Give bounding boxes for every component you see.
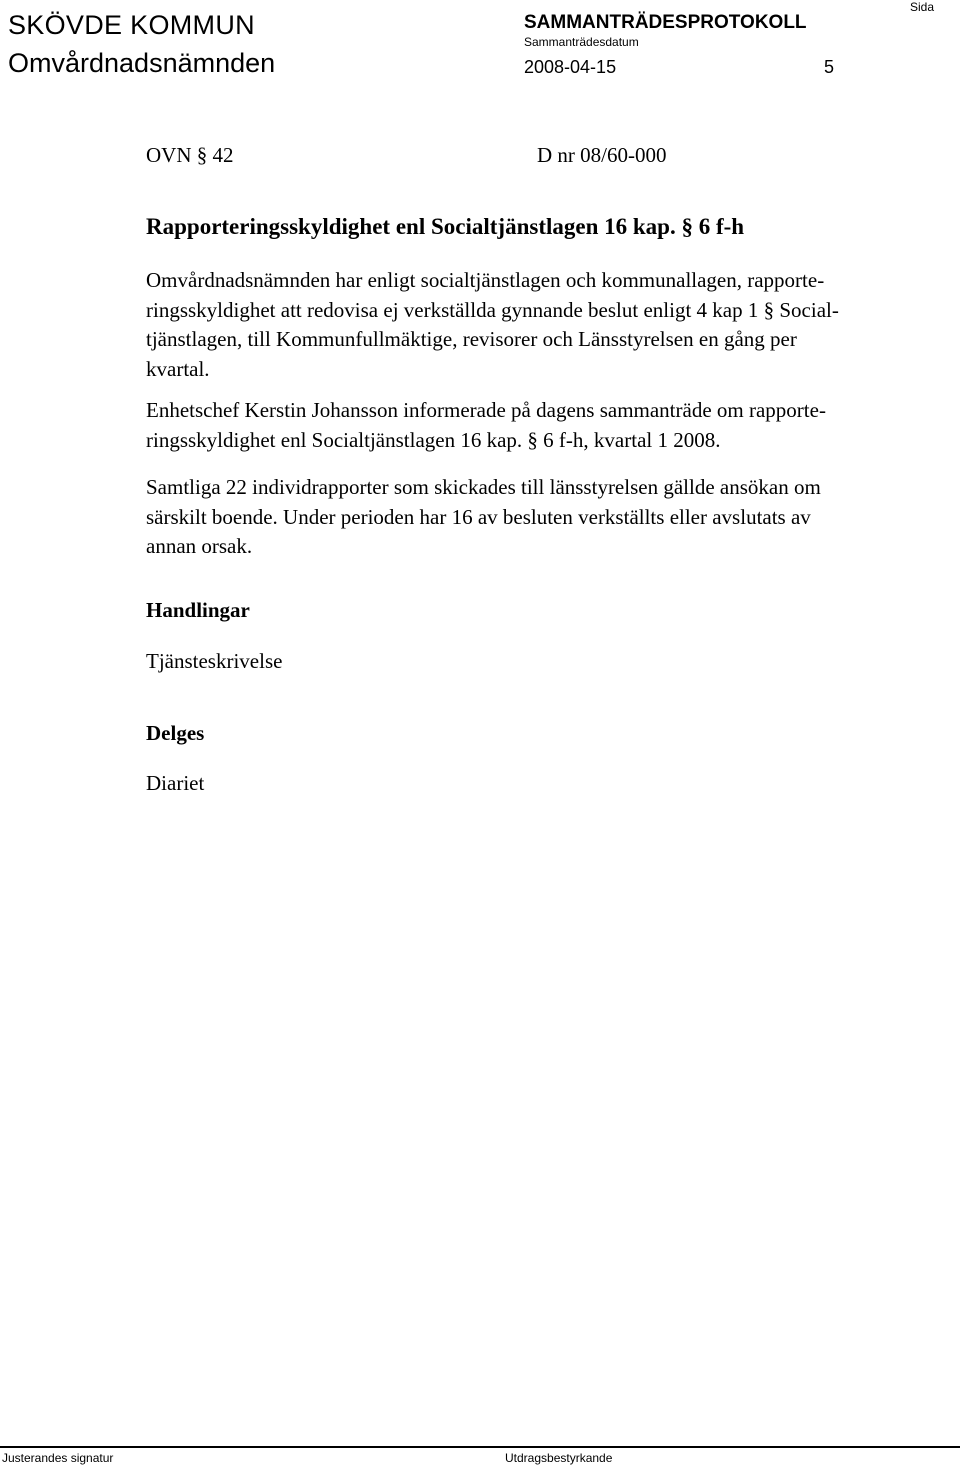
extract-label: Utdragsbestyrkande [505,1451,613,1465]
paragraph-line: tjänstlagen, till Kommunfullmäktige, revisorer och Länsstyrelsen en gång per [146,327,797,351]
page-number: 5 [824,57,835,77]
meeting-date-label: Sammanträdesdatum [524,35,639,49]
paragraph-id: OVN § 42 [146,143,234,167]
paragraph-3 [146,473,896,562]
paragraph-line: Omvårdnadsnämnden har enligt socialtjänstlagen och kommunallagen, rapporte- [146,268,825,292]
signature-label: Justerandes signatur [2,1451,114,1465]
delges-heading: Delges [146,721,205,745]
paragraph-1 [146,266,896,384]
section-title: Rapporteringsskyldighet enl Socialtjänstlagen 16 kap. § 6 f-h [146,214,745,239]
paragraph-line: Samtliga 22 individrapporter som skickades till länsstyrelsen gällde ansökan om [146,475,821,499]
meeting-date: 2008-04-15 [524,57,617,77]
paragraph-line: Enhetschef Kerstin Johansson informerade på dagens sammanträde om rapporte- [146,398,826,422]
paragraph-line: ringsskyldighet enl Socialtjänstlagen 16 kap. § 6 f-h, kvartal 1 2008. [146,427,721,452]
document-type: SAMMANTRÄDESPROTOKOLL [524,12,807,33]
paragraph-line: kvartal. [146,356,210,381]
paragraph-line: ringsskyldighet att redovisa ej verkställda gynnande beslut enligt 4 kap 1 § Social- [146,297,839,322]
delges-item: Diariet [146,771,205,795]
paragraph-line: annan orsak. [146,534,253,558]
handlingar-item: Tjänsteskrivelse [146,649,283,673]
diary-number: D nr 08/60-000 [537,143,667,167]
paragraph-2 [146,396,896,455]
page-label: Sida [910,0,935,14]
organization-name: SKÖVDE KOMMUN [8,10,255,40]
paragraph-line: särskilt boende. Under perioden har 16 av besluten verkställts eller avslutats av [146,504,811,529]
handlingar-heading: Handlingar [146,598,250,622]
department-name: Omvårdnadsnämnden [8,48,276,78]
footer-divider [0,1446,960,1448]
